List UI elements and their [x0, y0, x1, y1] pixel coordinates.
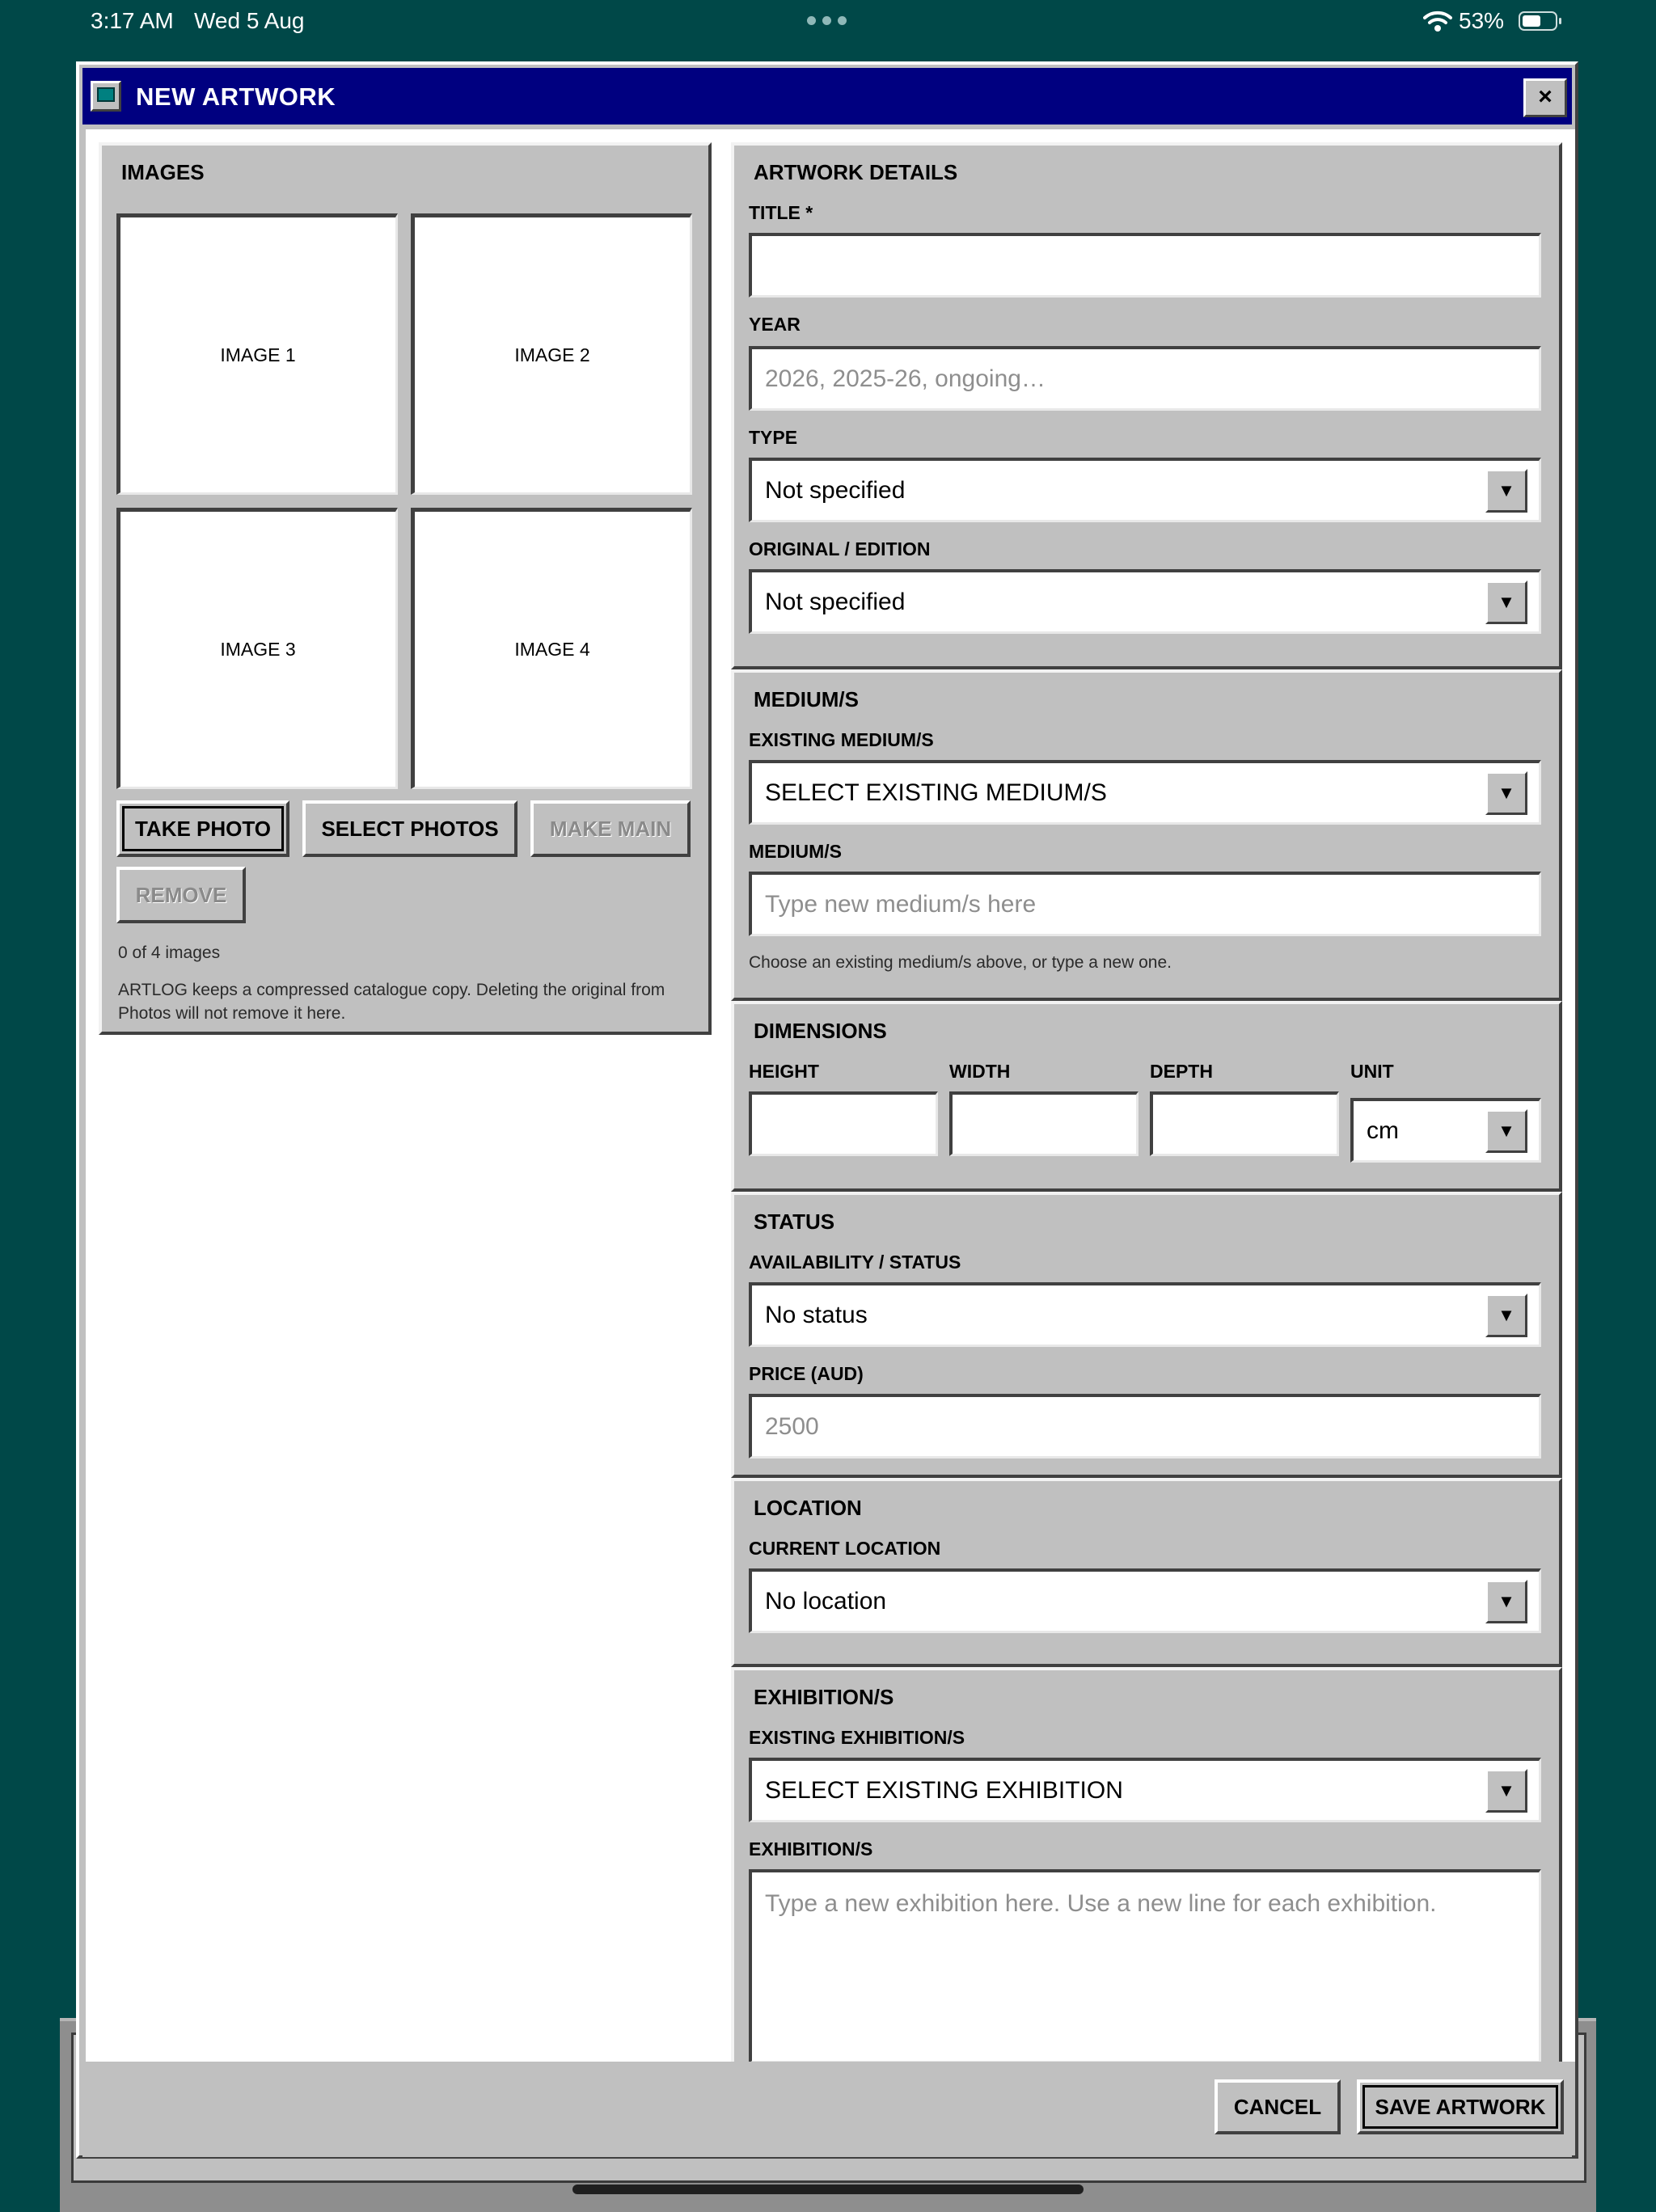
- depth-input[interactable]: [1150, 1091, 1339, 1156]
- width-label: WIDTH: [949, 1061, 1011, 1082]
- location-panel: [731, 1478, 1562, 1667]
- dropdown-arrow-icon[interactable]: ▼: [1485, 771, 1527, 815]
- battery-icon: [1519, 11, 1557, 31]
- dropdown-arrow-icon[interactable]: ▼: [1485, 469, 1527, 513]
- type-select-value: Not specified: [765, 476, 906, 504]
- medium-panel: [731, 669, 1562, 1001]
- exhibitions-panel: [731, 1667, 1562, 2062]
- status-title: STATUS: [754, 1209, 835, 1234]
- year-label: YEAR: [749, 314, 801, 335]
- type-select[interactable]: [749, 458, 1541, 522]
- availability-label: AVAILABILITY / STATUS: [749, 1252, 961, 1273]
- edition-label: ORIGINAL / EDITION: [749, 538, 931, 559]
- close-button[interactable]: ×: [1523, 78, 1567, 117]
- medium-input[interactable]: Type new medium/s here: [749, 872, 1541, 936]
- unit-label: UNIT: [1350, 1061, 1394, 1082]
- year-input[interactable]: 2026, 2025-26, ongoing…: [749, 346, 1541, 411]
- width-input[interactable]: [949, 1091, 1138, 1156]
- dialog-footer: [82, 2063, 1572, 2157]
- existing-medium-value: SELECT EXISTING MEDIUM/S: [765, 779, 1107, 806]
- window-icon: [91, 81, 121, 112]
- height-input[interactable]: [749, 1091, 938, 1156]
- image-slot-2[interactable]: [411, 213, 692, 495]
- current-location-select[interactable]: [749, 1568, 1541, 1633]
- existing-medium-label: EXISTING MEDIUM/S: [749, 729, 934, 750]
- dimensions-title: DIMENSIONS: [754, 1019, 887, 1043]
- height-label: HEIGHT: [749, 1061, 819, 1082]
- image-slot-label: IMAGE 3: [220, 638, 296, 660]
- existing-exhibition-select[interactable]: [749, 1758, 1541, 1822]
- medium-title: MEDIUM/S: [754, 687, 859, 711]
- title-bar[interactable]: [82, 68, 1572, 125]
- location-title: LOCATION: [754, 1496, 862, 1520]
- unit-select-value: cm: [1367, 1117, 1399, 1144]
- status-date: Wed 5 Aug: [194, 8, 305, 33]
- exhibition-label: EXHIBITION/S: [749, 1838, 873, 1860]
- wifi-icon: [1423, 10, 1452, 32]
- image-slot-label: IMAGE 4: [514, 638, 590, 660]
- image-slot-1[interactable]: [116, 213, 398, 495]
- dropdown-arrow-icon[interactable]: ▼: [1485, 1769, 1527, 1813]
- current-location-value: No location: [765, 1587, 887, 1615]
- image-slot-label: IMAGE 2: [514, 344, 590, 365]
- price-label: PRICE (AUD): [749, 1363, 864, 1384]
- make-main-button[interactable]: MAKE MAIN: [530, 800, 691, 857]
- availability-select[interactable]: [749, 1282, 1541, 1347]
- status-time: 3:17 AM: [91, 8, 174, 33]
- dropdown-arrow-icon[interactable]: ▼: [1485, 1580, 1527, 1623]
- depth-label: DEPTH: [1150, 1061, 1213, 1082]
- status-bar: [0, 0, 1656, 45]
- image-slot-label: IMAGE 1: [220, 344, 296, 365]
- images-note: ARTLOG keeps a compressed catalogue copy. Deleting the original from Photos will not remove it here.: [118, 981, 665, 1023]
- take-photo-button[interactable]: TAKE PHOTO: [116, 800, 289, 857]
- type-label: TYPE: [749, 427, 798, 448]
- cancel-button[interactable]: CANCEL: [1215, 2079, 1341, 2134]
- dropdown-arrow-icon[interactable]: ▼: [1485, 1109, 1527, 1153]
- unit-select[interactable]: [1350, 1098, 1541, 1163]
- exhibition-textarea[interactable]: Type a new exhibition here. Use a new line for each exhibition.: [749, 1869, 1541, 2062]
- images-title: IMAGES: [121, 160, 205, 184]
- image-count: 0 of 4 images: [118, 943, 221, 962]
- edition-select[interactable]: [749, 569, 1541, 634]
- remove-button[interactable]: REMOVE: [116, 867, 246, 923]
- current-location-label: CURRENT LOCATION: [749, 1538, 941, 1559]
- medium-label: MEDIUM/S: [749, 841, 842, 862]
- image-slot-3[interactable]: [116, 508, 398, 789]
- new-artwork-window: [76, 61, 1578, 2159]
- existing-exhibition-value: SELECT EXISTING EXHIBITION: [765, 1776, 1123, 1804]
- home-indicator[interactable]: [572, 2185, 1084, 2194]
- status-panel: [731, 1192, 1562, 1478]
- window-title: NEW ARTWORK: [136, 82, 336, 111]
- existing-medium-select[interactable]: [749, 760, 1541, 825]
- artwork-details-panel: [731, 142, 1562, 669]
- battery-percentage: 53%: [1459, 8, 1505, 33]
- price-input[interactable]: 2500: [749, 1394, 1541, 1458]
- artwork-details-title: ARTWORK DETAILS: [754, 160, 958, 184]
- select-photos-button[interactable]: SELECT PHOTOS: [302, 800, 518, 857]
- multitasking-dots-icon[interactable]: [807, 16, 847, 25]
- dimensions-panel: [731, 1001, 1562, 1192]
- title-input[interactable]: [749, 233, 1541, 298]
- title-label: TITLE *: [749, 202, 813, 223]
- edition-select-value: Not specified: [765, 588, 906, 615]
- save-artwork-button[interactable]: SAVE ARTWORK: [1357, 2079, 1564, 2134]
- images-panel: [99, 142, 712, 1035]
- dropdown-arrow-icon[interactable]: ▼: [1485, 580, 1527, 624]
- exhibitions-title: EXHIBITION/S: [754, 1685, 894, 1709]
- availability-value: No status: [765, 1301, 868, 1328]
- existing-exhibition-label: EXISTING EXHIBITION/S: [749, 1727, 965, 1748]
- dropdown-arrow-icon[interactable]: ▼: [1485, 1294, 1527, 1337]
- medium-hint: Choose an existing medium/s above, or type a new one.: [749, 953, 1172, 972]
- image-slot-4[interactable]: [411, 508, 692, 789]
- form-content[interactable]: [86, 129, 1575, 2062]
